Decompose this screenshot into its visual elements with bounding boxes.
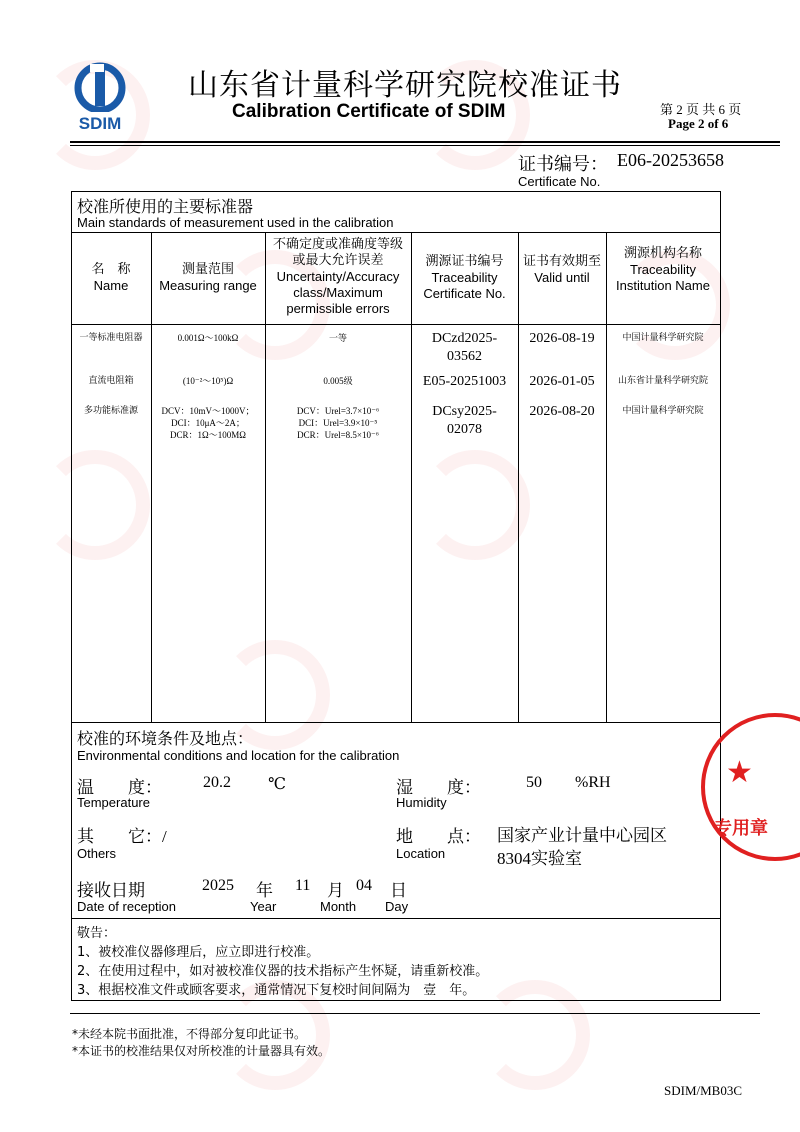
watermark <box>40 450 150 560</box>
env-title-cn: 校准的环境条件及地点： <box>77 729 254 748</box>
header-uncertainty-en: Uncertainty/Accuracy class/Maximum permissible errors <box>276 269 400 316</box>
row-institution: 中国计量科学研究院 <box>622 406 704 416</box>
reception-month: 11 <box>295 877 311 894</box>
location-value: 国家产业计量中心园区 <box>497 826 667 845</box>
title-cn: 山东省计量科学研究院校准证书 <box>188 69 622 102</box>
notes <box>77 924 488 1000</box>
stamp-star-icon: ★ <box>726 755 753 790</box>
footer-note-1: *未经本院书面批准，不得部分复印此证书。 <box>72 1027 307 1041</box>
humidity-label: 湿 度： <box>396 778 481 797</box>
row-name: 多功能标准源 <box>83 406 138 416</box>
page-cn: 第 2 页 共 6 页 <box>660 102 742 117</box>
header-valid-en: Valid until <box>534 270 590 285</box>
header-uncertainty: 不确定度或准确度等级或最大允许误差 <box>272 237 403 268</box>
standards-title-en: Main standards of measurement used in the calibration <box>77 215 394 230</box>
header-institution-en: Traceability Institution Name <box>616 262 710 293</box>
footer-note-2: *本证书的校准结果仅对所校准的计量器具有效。 <box>72 1044 331 1058</box>
temperature-label: 温 度： <box>77 778 162 797</box>
year-cn: 年 <box>256 881 273 900</box>
month-en: Month <box>320 899 357 914</box>
year-en: Year <box>250 899 277 914</box>
header-institution: 溯源机构名称 <box>623 246 702 261</box>
row-cert: DCzd2025-03562 <box>431 331 498 364</box>
page-en: Page 2 of 6 <box>668 116 729 131</box>
standards-title-cn: 校准所使用的主要标准器 <box>77 197 254 216</box>
header-valid: 证书有效期至 <box>522 254 601 269</box>
row-cert: E05-20251003 <box>422 374 507 389</box>
row-valid: 2026-08-19 <box>529 331 595 346</box>
row-name: 直流电阻箱 <box>88 376 134 386</box>
logo-text: SDIM <box>78 114 122 133</box>
header-cert-en: Traceability Certificate No. <box>423 270 506 301</box>
row-range: 0.001Ω～100kΩ <box>177 333 239 343</box>
row-range: (10⁻²～10⁵)Ω <box>182 376 234 386</box>
location-value-2: 8304实验室 <box>497 849 582 868</box>
location-label-en: Location <box>396 846 446 861</box>
day-en: Day <box>385 899 409 914</box>
note-item: 3、根据校准文件或顾客要求，通常情况下复校时间间隔为 壹 年。 <box>77 983 476 998</box>
row-uncertainty: 0.005级 <box>323 376 353 386</box>
header-name: 名 称 <box>91 262 131 277</box>
note-item: 1、被校准仪器修理后，应立即进行校准。 <box>77 945 320 960</box>
watermark <box>420 450 530 560</box>
reception-year: 2025 <box>202 877 234 894</box>
others-label: 其 它：/ <box>77 827 167 846</box>
temperature-unit: ℃ <box>268 776 286 793</box>
day-cn: 日 <box>390 881 407 900</box>
humidity-label-en: Humidity <box>396 795 447 810</box>
certificate-label: 证书编号： <box>518 154 608 174</box>
header-name-en: Name <box>93 278 129 293</box>
reception-label: 接收日期 <box>77 881 145 900</box>
row-valid: 2026-01-05 <box>529 374 595 389</box>
certificate-label-en: Certificate No. <box>518 174 601 189</box>
official-stamp <box>700 712 800 862</box>
row-institution: 中国计量科学研究院 <box>622 333 704 343</box>
temperature-value: 20.2 <box>203 774 231 791</box>
header-cert: 溯源证书编号 <box>425 254 504 269</box>
row-valid: 2026-08-20 <box>529 404 595 419</box>
env-title-en: Environmental conditions and location for the calibration <box>77 748 400 763</box>
title-en: Calibration Certificate of SDIM <box>232 101 506 122</box>
humidity-value: 50 <box>526 774 542 791</box>
header-range-en: Measuring range <box>159 278 257 293</box>
notes-title: 敬告： <box>77 926 117 941</box>
row-name: 一等标准电阻器 <box>79 333 143 343</box>
others-label-en: Others <box>77 846 117 861</box>
note-item: 2、在使用过程中，如对被校准仪器的技术指标产生怀疑，请重新校准。 <box>77 964 489 979</box>
temperature-label-en: Temperature <box>77 795 150 810</box>
humidity-unit: %RH <box>575 774 611 791</box>
row-uncertainty: 一等 <box>328 333 347 343</box>
sdim-logo <box>68 62 132 133</box>
reception-day: 04 <box>356 877 372 894</box>
form-code: SDIM/MB03C <box>664 1083 743 1098</box>
row-institution: 山东省计量科学研究院 <box>617 376 708 386</box>
row-uncertainty: DCV：Urel=3.7×10⁻⁶ DCI：Urel=3.9×10⁻⁵ DCR：Urel=8.5×10⁻⁶ <box>296 406 380 440</box>
svg-text:专用章: 专用章 <box>714 818 768 839</box>
reception-label-en: Date of reception <box>77 899 177 914</box>
certificate-number: E06-20253658 <box>617 150 724 170</box>
month-cn: 月 <box>327 881 344 900</box>
watermark <box>480 980 590 1090</box>
row-cert: DCsy2025-02078 <box>432 404 497 437</box>
header-range: 测量范围 <box>181 262 234 277</box>
row-range: DCV：10mV～1000V； DCI：10μA～2A； DCR：1Ω～100MΩ <box>161 406 255 440</box>
location-label: 地 点： <box>396 827 481 846</box>
